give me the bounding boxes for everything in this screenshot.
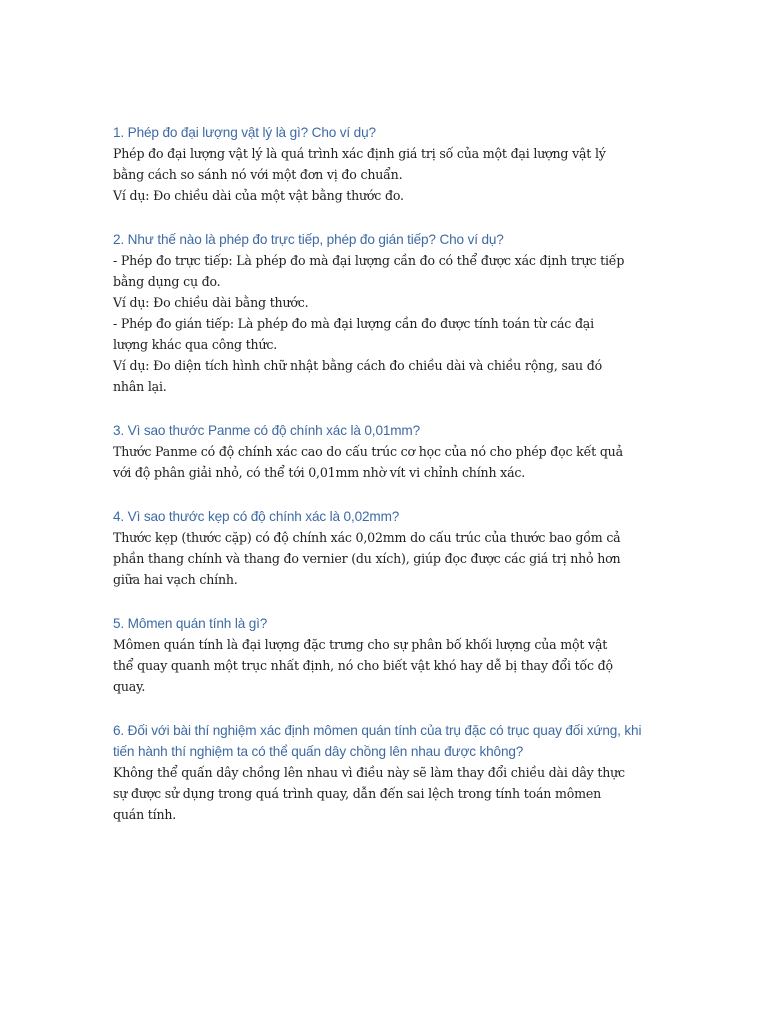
answer-line: Phép đo đại lượng vật lý là quá trình xác định giá trị số của một đại lượng vật lý: [113, 146, 606, 161]
answer-line: bằng cách so sánh nó với một đơn vị đo chuẩn.: [113, 167, 403, 182]
answer-line: Không thể quấn dây chồng lên nhau vì điều này sẽ làm thay đổi chiều dài dây thực: [113, 765, 625, 780]
answer-line: Ví dụ: Đo chiều dài bằng thước.: [113, 295, 309, 310]
answer-line: lượng khác qua công thức.: [113, 337, 278, 352]
qa-item-1: [113, 122, 663, 206]
qa-item-3: [113, 420, 663, 483]
answer-line: Thước kẹp (thước cặp) có độ chính xác 0,02mm do cấu trúc của thước bao gồm cả: [113, 530, 621, 545]
question-heading: 5. Mômen quán tính là gì?: [113, 616, 268, 631]
answer-line: - Phép đo gián tiếp: Là phép đo mà đại lượng cần đo được tính toán từ các đại: [113, 316, 594, 331]
question-heading: 3. Vì sao thước Panme có độ chính xác là 0,01mm?: [113, 423, 421, 438]
qa-list: [113, 122, 663, 848]
question-heading: 1. Phép đo đại lượng vật lý là gì? Cho ví dụ?: [113, 125, 376, 140]
answer-line: nhân lại.: [113, 379, 167, 394]
question-heading: 6. Đối với bài thí nghiệm xác định mômen quán tính của trụ đặc có trục quay đối xứng, khi tiến hành thí nghiệm ta có thể quấn dây chồng lên nhau được không?: [113, 723, 642, 759]
answer-line: Ví dụ: Đo chiều dài của một vật bằng thước đo.: [113, 188, 404, 203]
answer-line: bằng dụng cụ đo.: [113, 274, 221, 289]
answer-line: thể quay quanh một trục nhất định, nó cho biết vật khó hay dễ bị thay đổi tốc độ: [113, 658, 613, 673]
answer-line: - Phép đo trực tiếp: Là phép đo mà đại lượng cần đo có thể được xác định trực tiếp: [113, 253, 625, 268]
question-heading: 4. Vì sao thước kẹp có độ chính xác là 0,02mm?: [113, 509, 400, 524]
answer-line: với độ phân giải nhỏ, có thể tới 0,01mm nhờ vít vi chỉnh chính xác.: [113, 465, 526, 480]
answer-line: Mômen quán tính là đại lượng đặc trưng cho sự phân bố khối lượng của một vật: [113, 637, 608, 652]
question-heading: 2. Như thế nào là phép đo trực tiếp, phép đo gián tiếp? Cho ví dụ?: [113, 232, 504, 247]
qa-item-4: [113, 506, 663, 590]
answer-line: quay.: [113, 679, 146, 694]
qa-item-2: [113, 229, 663, 397]
answer-line: quán tính.: [113, 807, 177, 822]
qa-item-5: [113, 613, 663, 697]
answer-line: phần thang chính và thang đo vernier (du xích), giúp đọc được các giá trị nhỏ hơn: [113, 551, 621, 566]
answer-line: Ví dụ: Đo diện tích hình chữ nhật bằng cách đo chiều dài và chiều rộng, sau đó: [113, 358, 603, 373]
answer-line: Thước Panme có độ chính xác cao do cấu trúc cơ học của nó cho phép đọc kết quả: [113, 444, 623, 459]
qa-item-6: [113, 720, 663, 825]
answer-line: sự được sử dụng trong quá trình quay, dẫn đến sai lệch trong tính toán mômen: [113, 786, 602, 801]
answer-line: giữa hai vạch chính.: [113, 572, 238, 587]
